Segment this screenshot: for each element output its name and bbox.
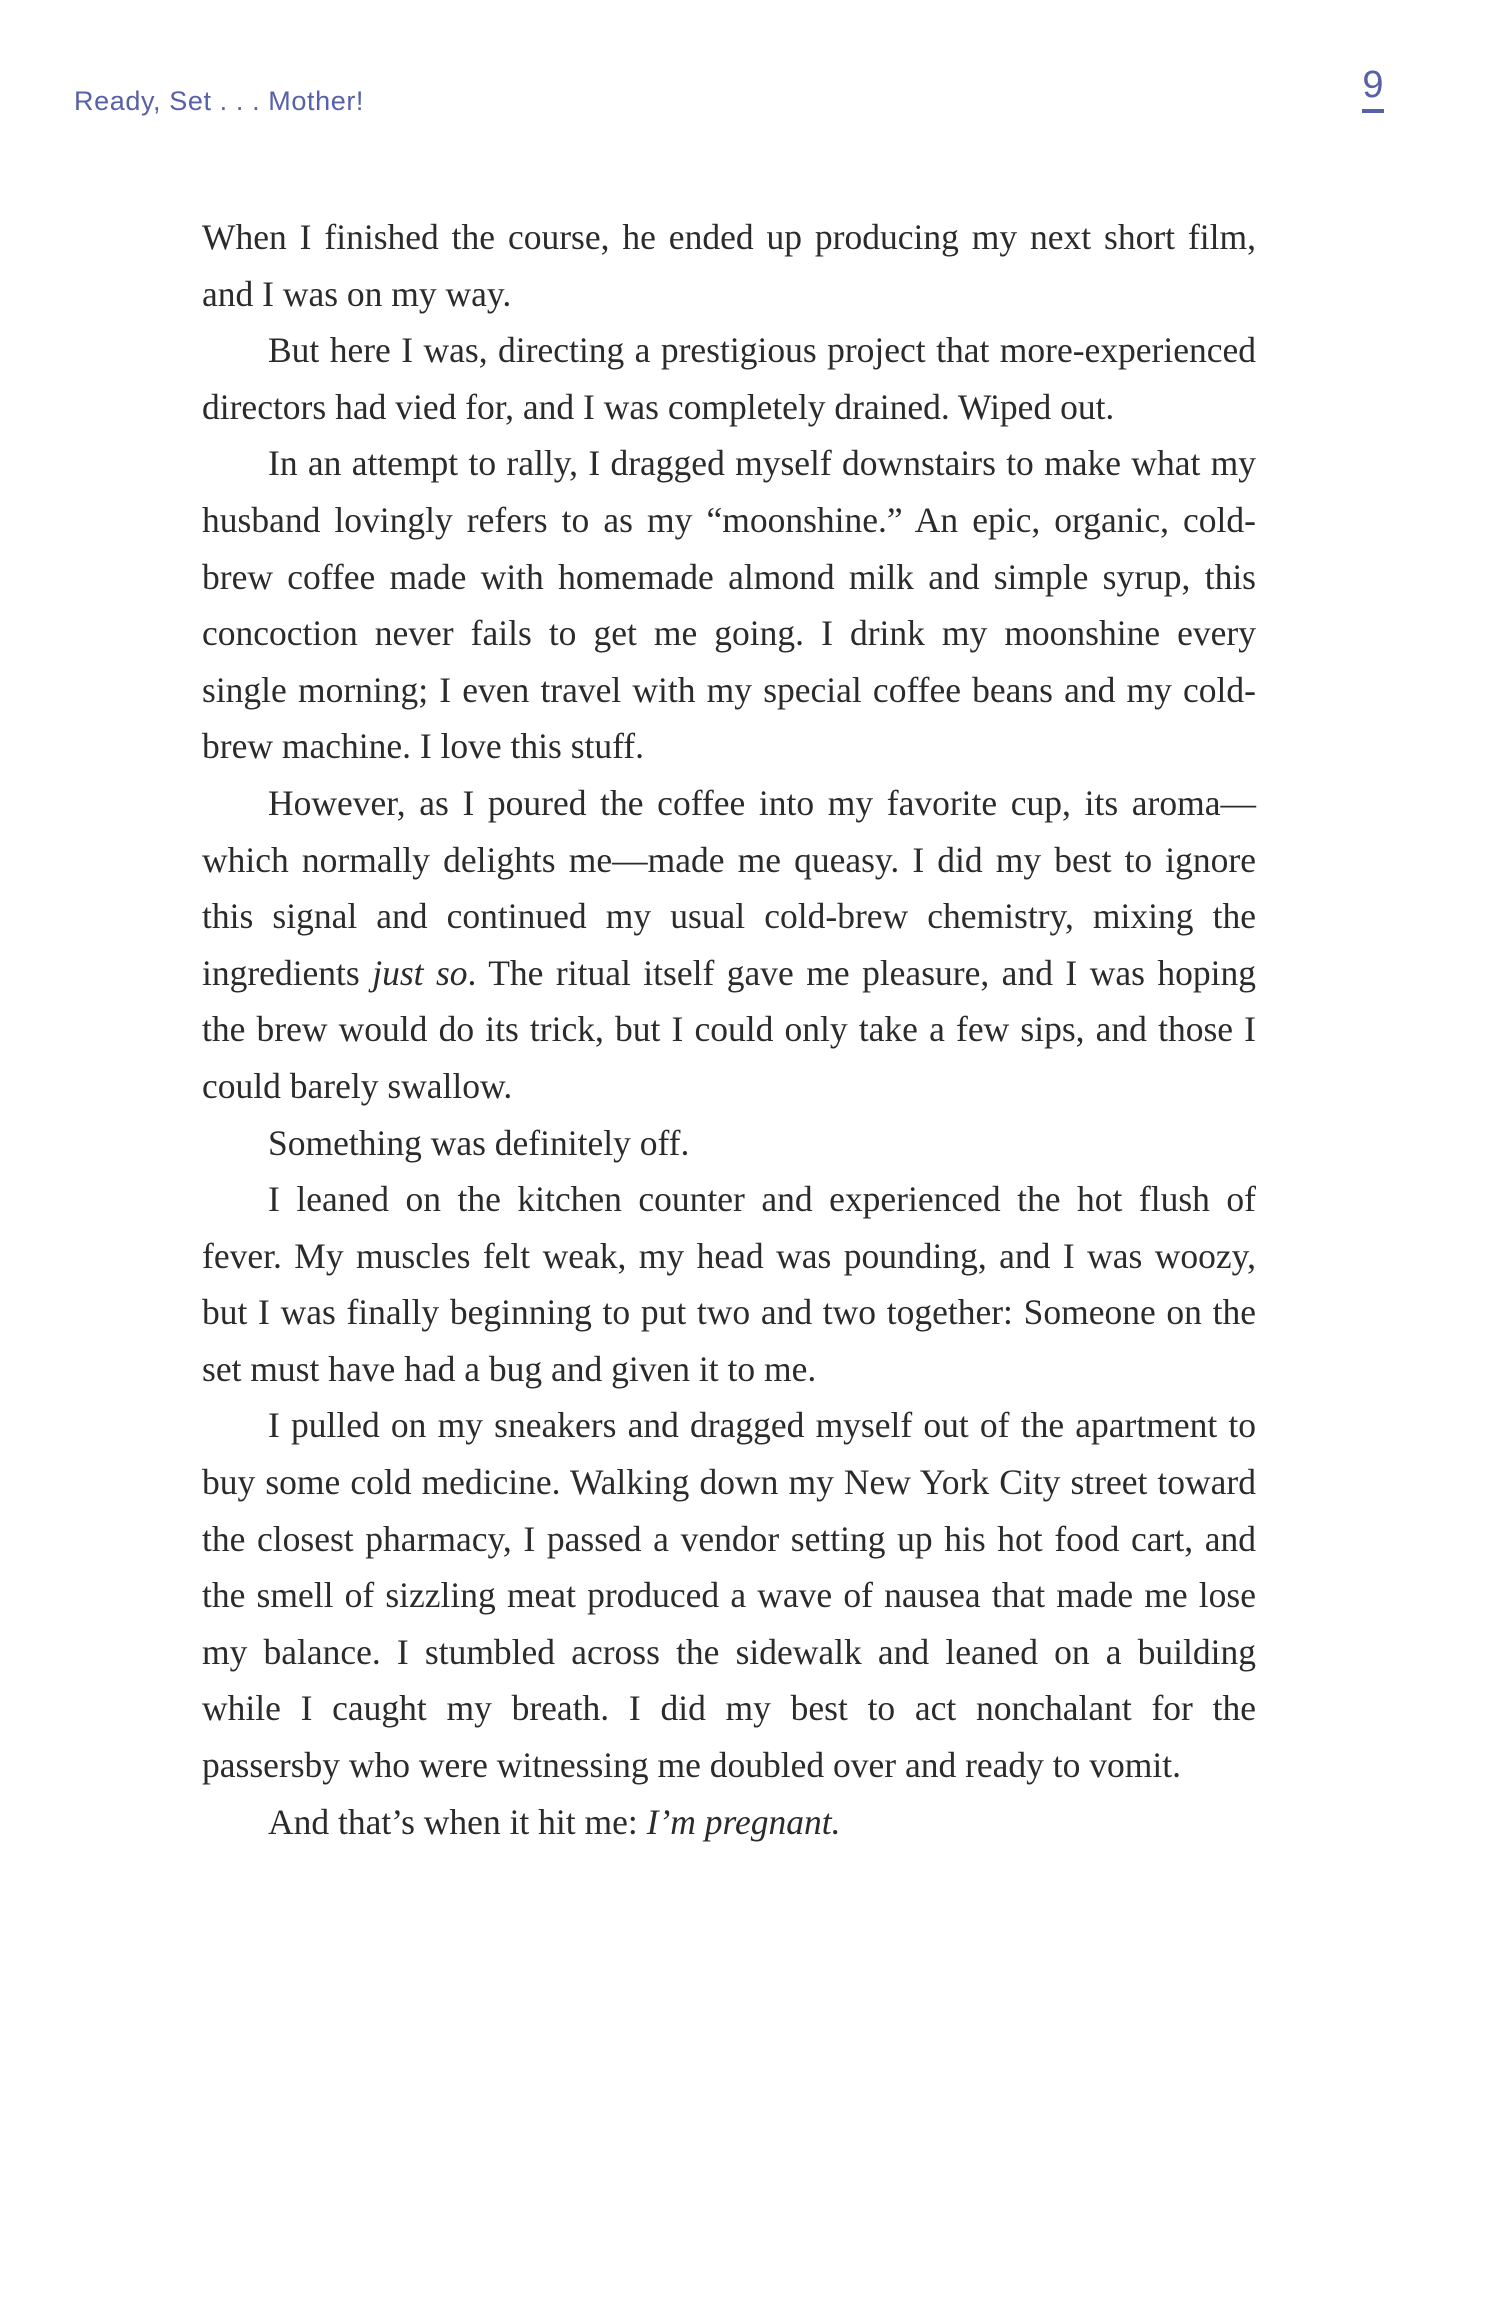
paragraph-8-emphasis: I’m pregnant.: [646, 1801, 841, 1842]
page-number: 9: [1362, 64, 1384, 113]
paragraph-5: Something was definitely off.: [268, 1122, 690, 1163]
paragraph-4-text-end: . The ritual itself gave me pleasure, and I was hoping the brew would do its trick, but I could only take a few sips, and those I could barely swallow.: [202, 952, 1256, 1106]
paragraph-8: [202, 1794, 1256, 1851]
paragraph-4: [202, 775, 1256, 1115]
paragraph-4-text-start: However, as I poured the coffee into my favorite cup, its aroma—which normally delights me—made me queasy. I did my best to ignore this signal and continued my usual cold-brew chemistry, mixing the ingredients: [202, 782, 1256, 993]
running-head-title: Ready, Set . . . Mother!: [74, 86, 365, 116]
paragraph-7: I pulled on my sneakers and dragged myself out of the apartment to buy some cold medicine. Walking down my New York City street toward the closest pharmacy, I passed a vendor setting up his hot food cart, and the smell of sizzling meat produced a wave of nausea that made me lose my balance. I stumbled across the sidewalk and leaned on a building while I caught my breath. I did my best to act nonchalant for the passersby who were witnessing me doubled over and ready to vomit.: [202, 1405, 1256, 1786]
paragraph-6: I leaned on the kitchen counter and experienced the hot flush of fever. My muscles felt weak, my head was pounding, and I was woozy, but I was finally beginning to put two and two together: Someone on the set must have had a bug and given it to me.: [202, 1179, 1256, 1389]
body-text: [202, 209, 1256, 1850]
paragraph-4-emphasis: just so: [372, 952, 468, 993]
paragraph-8-text-start: And that’s when it hit me:: [268, 1801, 647, 1842]
paragraph-1: When I finished the course, he ended up producing my next short film, and I was on my way.: [202, 217, 1256, 314]
paragraph-2: But here I was, directing a prestigious project that more-experienced directors had vied for, and I was completely drained. Wiped out.: [202, 330, 1256, 427]
paragraph-3: In an attempt to rally, I dragged myself downstairs to make what my husband lovingly refers to as my “moonshine.” An epic, organic, cold-brew coffee made with homemade almond milk and simple syrup, this concoction never fails to get me going. I drink my moonshine every single morning; I even travel with my special coffee beans and my cold-brew machine. I love this stuff.: [202, 443, 1256, 767]
